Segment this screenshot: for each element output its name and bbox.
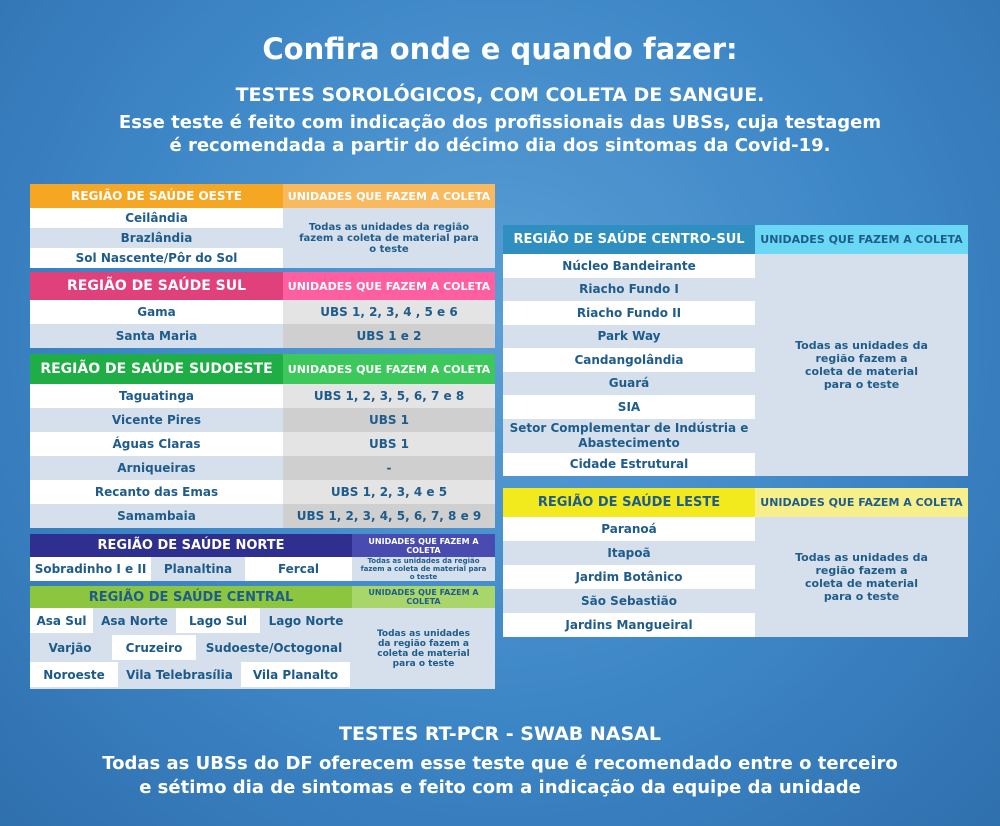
table-sul — [30, 272, 495, 348]
region-title: REGIÃO DE SAÚDE LESTE — [503, 488, 755, 517]
column-header: UNIDADES QUE FAZEM A COLETA — [283, 272, 495, 300]
list-item: Asa Sul — [30, 608, 95, 635]
region-title: REGIÃO DE SAÚDE NORTE — [30, 534, 352, 557]
list-item: Sobradinho I e II — [30, 557, 151, 581]
region-title: REGIÃO DE SAÚDE CENTRAL — [30, 586, 352, 608]
unit-name: Arniqueiras — [30, 456, 283, 480]
column-header: UNIDADES QUE FAZEM A COLETA — [283, 184, 495, 208]
column-header: UNIDADES QUE FAZEM A COLETA — [283, 354, 495, 384]
list-item: Brazlândia — [30, 228, 283, 248]
unit-ubs: UBS 1 e 2 — [283, 324, 495, 348]
unit-ubs: - — [283, 456, 495, 480]
region-title: REGIÃO DE SAÚDE SUL — [30, 272, 283, 300]
list-item: Varjão — [30, 635, 112, 662]
unit-name: Recanto das Emas — [30, 480, 283, 504]
unit-name: Samambaia — [30, 504, 283, 528]
footer-line-2: e sétimo dia de sintomas e feito com a indicação da equipe da unidade — [139, 777, 861, 798]
list-item: Park Way — [503, 325, 755, 349]
list-item: Sol Nascente/Pôr do Sol — [30, 248, 283, 268]
list-item: SIA — [503, 395, 755, 419]
coverage-note: Todas as unidades da região fazem a coleta de material para o teste — [755, 254, 968, 476]
list-item: Lago Norte — [262, 608, 352, 635]
list-item: Candangolândia — [503, 348, 755, 372]
table-row — [30, 384, 495, 408]
description-line-1: Esse teste é feito com indicação dos profissionais das UBSs, cuja testagem — [118, 112, 882, 133]
coverage-note: Todas as unidades da região fazem a coleta de material para o teste — [352, 608, 495, 689]
unit-name: Vicente Pires — [30, 408, 283, 432]
table-centro-sul — [503, 225, 968, 476]
unit-ubs: UBS 1 — [283, 408, 495, 432]
list-item: Riacho Fundo II — [503, 301, 755, 325]
unit-ubs: UBS 1, 2, 3, 4 e 5 — [283, 480, 495, 504]
table-row — [30, 480, 495, 504]
list-item: São Sebastião — [503, 589, 755, 613]
list-item: Fercal — [245, 557, 352, 581]
unit-ubs: UBS 1 — [283, 432, 495, 456]
list-item: Sudoeste/Octogonal — [198, 635, 352, 662]
unit-name: Santa Maria — [30, 324, 283, 348]
unit-ubs: UBS 1, 2, 3, 5, 6, 7 e 8 — [283, 384, 495, 408]
table-leste — [503, 488, 968, 637]
footer-line-1: Todas as UBSs do DF oferecem esse teste que é recomendado entre o terceiro — [102, 753, 898, 774]
coverage-note: Todas as unidades da região fazem a coleta de material para o teste — [283, 208, 495, 268]
list-item: Vila Telebrasília — [120, 662, 241, 689]
list-item: Setor Complementar de Indústria e Abastecimento — [503, 419, 755, 453]
coverage-note: Todas as unidades da região fazem a coleta de material para o teste — [352, 557, 495, 581]
region-title: REGIÃO DE SAÚDE SUDOESTE — [30, 354, 283, 384]
list-item: Núcleo Bandeirante — [503, 254, 755, 278]
footer-title: TESTES RT-PCR - SWAB NASAL — [339, 723, 661, 745]
region-title: REGIÃO DE SAÚDE CENTRO-SUL — [503, 225, 755, 254]
column-header: UNIDADES QUE FAZEM A COLETA — [352, 586, 495, 608]
table-central — [30, 586, 495, 689]
list-item: Itapoã — [503, 541, 755, 565]
description-line-2: é recomendada a partir do décimo dia dos sintomas da Covid-19. — [169, 135, 831, 156]
table-sudoeste — [30, 354, 495, 528]
list-item: Lago Sul — [176, 608, 262, 635]
list-item: Jardins Mangueiral — [503, 613, 755, 637]
unit-name: Gama — [30, 300, 283, 324]
page-title: Confira onde e quando fazer: — [262, 32, 738, 66]
list-item: Guará — [503, 372, 755, 396]
column-header: UNIDADES QUE FAZEM A COLETA — [755, 225, 968, 254]
list-item: Jardim Botânico — [503, 565, 755, 589]
column-header: UNIDADES QUE FAZEM A COLETA — [755, 488, 968, 517]
region-title: REGIÃO DE SAÚDE OESTE — [30, 184, 283, 208]
list-item: Cidade Estrutural — [503, 453, 755, 477]
table-row — [30, 456, 495, 480]
list-item: Vila Planalto — [241, 662, 352, 689]
unit-ubs: UBS 1, 2, 3, 4 , 5 e 6 — [283, 300, 495, 324]
list-item: Noroeste — [30, 662, 120, 689]
table-row — [30, 432, 495, 456]
subtitle: TESTES SOROLÓGICOS, COM COLETA DE SANGUE. — [235, 84, 765, 106]
list-item: Cruzeiro — [112, 635, 198, 662]
list-item: Ceilândia — [30, 208, 283, 228]
list-item: Asa Norte — [95, 608, 176, 635]
list-item: Paranoá — [503, 517, 755, 541]
unit-name: Águas Claras — [30, 432, 283, 456]
list-item: Planaltina — [151, 557, 245, 581]
unit-name: Taguatinga — [30, 384, 283, 408]
table-row — [30, 504, 495, 528]
table-norte — [30, 534, 495, 581]
coverage-note: Todas as unidades da região fazem a coleta de material para o teste — [755, 517, 968, 637]
unit-ubs: UBS 1, 2, 3, 4, 5, 6, 7, 8 e 9 — [283, 504, 495, 528]
table-row — [30, 408, 495, 432]
list-item: Riacho Fundo I — [503, 278, 755, 302]
table-oeste — [30, 184, 495, 268]
column-header: UNIDADES QUE FAZEM A COLETA — [352, 534, 495, 557]
